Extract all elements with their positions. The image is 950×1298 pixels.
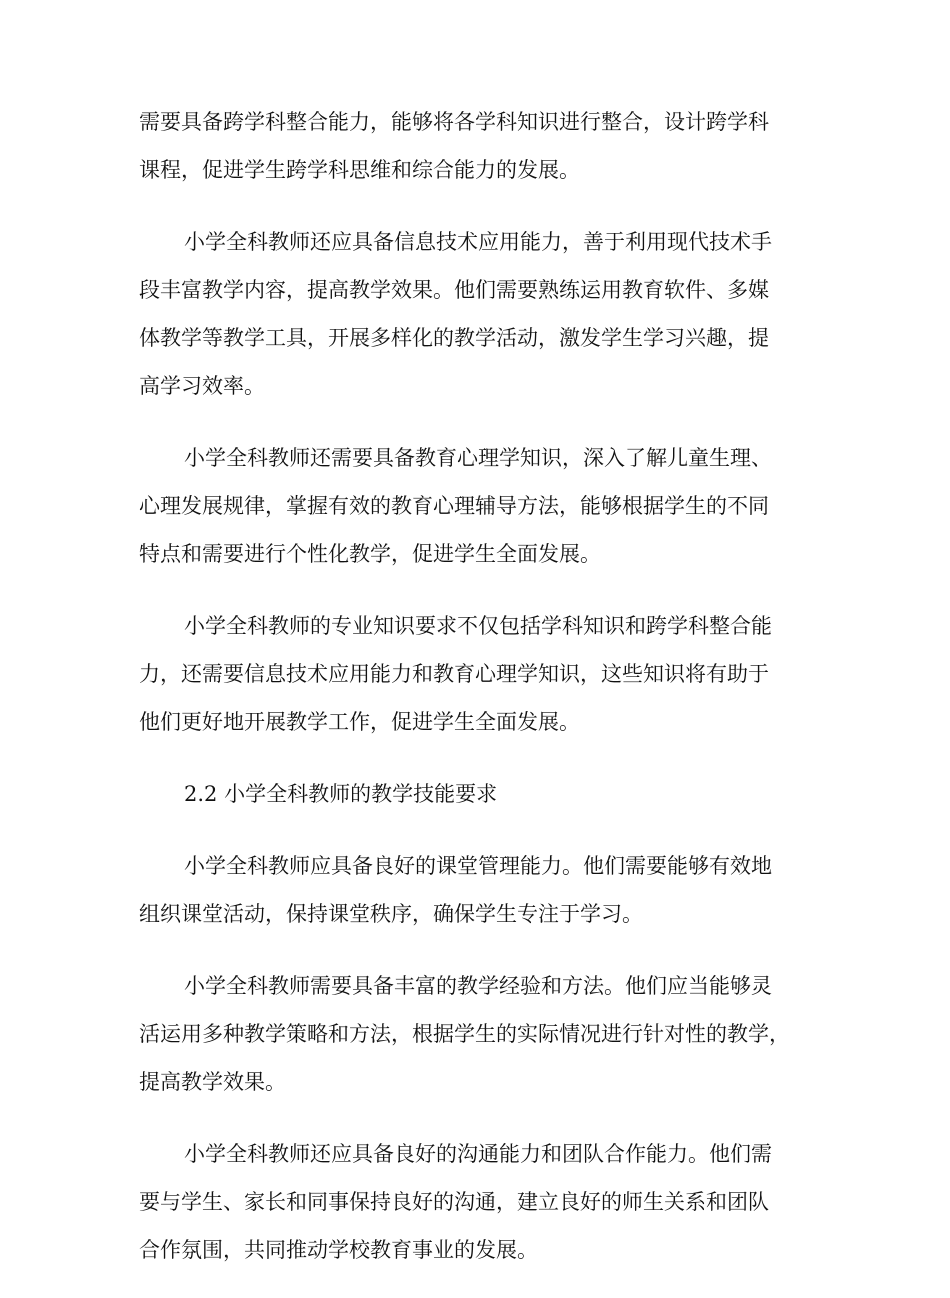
paragraph-teaching-methods	[139, 962, 839, 1106]
document-body	[139, 98, 839, 1298]
section-heading-text: 2.2 小学全科教师的教学技能要求	[184, 782, 498, 806]
text-line: 特点和需要进行个性化教学，促进学生全面发展。	[139, 542, 601, 566]
paragraph-info-tech	[139, 218, 839, 410]
paragraph-summary	[139, 602, 839, 746]
text-line: 体教学等教学工具，开展多样化的教学活动，激发学生学习兴趣，提	[139, 326, 769, 350]
paragraph-classroom-management	[139, 842, 839, 938]
text-line: 心理发展规律，掌握有效的教育心理辅导方法，能够根据学生的不同	[139, 494, 769, 518]
text-line: 提高教学效果。	[139, 1070, 286, 1094]
text-line: 他们更好地开展教学工作，促进学生全面发展。	[139, 710, 580, 734]
text-line: 组织课堂活动，保持课堂秩序，确保学生专注于学习。	[139, 902, 643, 926]
text-line: 高学习效率。	[139, 374, 265, 398]
text-line: 课程，促进学生跨学科思维和综合能力的发展。	[139, 158, 580, 182]
text-line: 小学全科教师还应具备良好的沟通能力和团队合作能力。他们需	[184, 1142, 772, 1166]
text-line: 小学全科教师还应具备信息技术应用能力，善于利用现代技术手	[184, 230, 772, 254]
text-line: 小学全科教师需要具备丰富的教学经验和方法。他们应当能够灵	[184, 974, 772, 998]
paragraph-cross-discipline	[139, 98, 839, 194]
text-line: 活运用多种教学策略和方法，根据学生的实际情况进行针对性的教学，	[139, 1022, 790, 1046]
paragraph-psychology	[139, 434, 839, 578]
text-line: 需要具备跨学科整合能力，能够将各学科知识进行整合，设计跨学科	[139, 110, 769, 134]
text-line: 小学全科教师应具备良好的课堂管理能力。他们需要能够有效地	[184, 854, 772, 878]
paragraph-communication	[139, 1130, 839, 1274]
text-line: 小学全科教师还需要具备教育心理学知识，深入了解儿童生理、	[184, 446, 772, 470]
section-heading	[139, 770, 839, 818]
text-line: 段丰富教学内容，提高教学效果。他们需要熟练运用教育软件、多媒	[139, 278, 769, 302]
text-line: 要与学生、家长和同事保持良好的沟通，建立良好的师生关系和团队	[139, 1190, 769, 1214]
text-line: 合作氛围，共同推动学校教育事业的发展。	[139, 1238, 538, 1262]
text-line: 小学全科教师的专业知识要求不仅包括学科知识和跨学科整合能	[184, 614, 772, 638]
text-line: 力，还需要信息技术应用能力和教育心理学知识，这些知识将有助于	[139, 662, 769, 686]
